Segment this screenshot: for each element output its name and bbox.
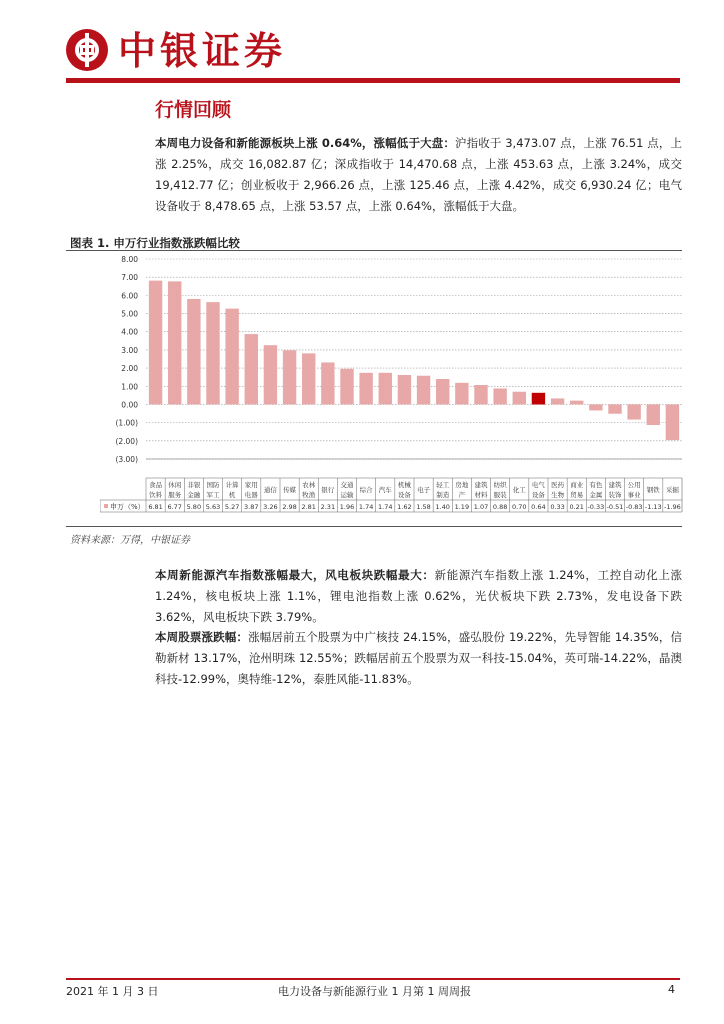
y-tick-label: 8.00 <box>121 255 138 264</box>
x-tick-label: 医药 <box>551 481 565 489</box>
figure-rule-bottom <box>66 526 682 527</box>
figure-title: 图表 1. 申万行业指数涨跌幅比较 <box>70 236 240 250</box>
page-header <box>0 0 724 84</box>
x-tick-label: 制造 <box>436 491 450 499</box>
footer-title: 电力设备与新能源行业 1 月第 1 周周报 <box>278 985 471 998</box>
x-tick-label: 服务 <box>168 491 182 499</box>
chart-svg <box>100 250 690 520</box>
page-number: 4 <box>668 983 675 996</box>
x-tick-label: 运输 <box>340 491 354 499</box>
x-tick-label: 汽车 <box>378 486 392 494</box>
bar <box>340 369 353 405</box>
data-label: 3.87 <box>244 503 259 511</box>
data-label: 1.19 <box>454 503 470 511</box>
data-label: 5.80 <box>186 503 202 511</box>
y-tick-label: 6.00 <box>121 291 138 301</box>
data-label: 0.33 <box>550 503 565 511</box>
footer-rule <box>66 978 680 980</box>
data-label: 5.63 <box>205 503 221 511</box>
data-label: 6.81 <box>148 503 163 511</box>
x-tick-label: 轻工 <box>436 481 450 489</box>
bar <box>417 376 430 405</box>
header-rule <box>66 78 680 83</box>
data-label: 2.81 <box>301 503 316 511</box>
data-label: 0.88 <box>492 503 508 511</box>
x-tick-label: 通信 <box>263 486 277 494</box>
x-tick-label: 食品 <box>149 481 163 489</box>
x-tick-label: 交通 <box>340 481 354 489</box>
bar <box>245 334 258 404</box>
bar <box>321 362 334 404</box>
bar <box>359 373 372 405</box>
x-tick-label: 采掘 <box>665 486 679 494</box>
paragraph-body: 沪指收于 3,473.07 点，上涨 76.51 点，上涨 2.25%，成交 16,082.87 亿；深成指收于 14,470.68 点，上涨 453.63 点，上涨 3.24%，成交 19,412.77 亿；创业板收于 2,966.26 点，上涨 125.46 点，上涨 4.42%，成交 6,930.24 亿；电气设备收于 8,478.65 点，上涨 53.57 点，上涨 0.64%，涨幅低于大盘。 <box>155 136 682 213</box>
x-tick-label: 军工 <box>206 491 220 499</box>
x-tick-label: 机械 <box>397 481 411 489</box>
x-tick-label: 金融 <box>187 491 201 499</box>
data-label: 1.74 <box>378 503 393 511</box>
bar <box>474 385 487 404</box>
data-label: -0.33 <box>587 503 605 511</box>
x-tick-label: 家用 <box>244 481 258 489</box>
market-review-paragraph <box>155 133 682 217</box>
brand-name: 中银证券 <box>118 28 287 73</box>
y-tick-label: 0.00 <box>121 400 138 410</box>
x-tick-label: 商业 <box>570 481 584 489</box>
x-tick-label: 国防 <box>206 481 220 489</box>
data-label: 0.21 <box>569 503 584 511</box>
industry-change-chart <box>100 250 690 520</box>
footer-date: 2021 年 1 月 3 日 <box>66 985 159 998</box>
x-tick-label: 贸易 <box>570 491 584 499</box>
data-label: 1.96 <box>339 503 355 511</box>
x-tick-label: 装饰 <box>608 491 622 499</box>
x-tick-label: 建筑 <box>474 481 488 489</box>
x-tick-label: 产 <box>458 491 466 499</box>
y-tick-label: (2.00) <box>115 436 138 446</box>
bar <box>627 404 640 419</box>
x-tick-label: 设备 <box>397 491 411 499</box>
x-tick-label: 电子 <box>417 486 431 494</box>
data-label: -1.13 <box>644 503 662 511</box>
legend-label: 申万（%） <box>110 503 145 511</box>
stocks-paragraph <box>155 627 682 690</box>
x-tick-label: 电气 <box>531 481 545 489</box>
x-tick-label: 事业 <box>627 491 641 499</box>
bar <box>647 404 660 425</box>
section-title: 行情回顾 <box>155 99 232 121</box>
bar <box>187 299 200 404</box>
x-tick-label: 房地 <box>455 481 469 489</box>
x-tick-label: 非银 <box>187 481 201 489</box>
data-label: 6.77 <box>167 503 182 511</box>
y-tick-label: 7.00 <box>121 273 138 283</box>
bar <box>513 392 526 405</box>
x-tick-label: 传媒 <box>283 486 297 494</box>
bar <box>436 379 449 404</box>
x-tick-label: 化工 <box>512 486 526 494</box>
x-tick-label: 休闲 <box>168 481 182 489</box>
paragraph-body: 涨幅居前五个股票为中广核技 24.15%，盛弘股份 19.22%，先导智能 14.35%，信勒新材 13.17%，沧州明珠 12.55%；跌幅居前五个股票为双一科技-15.04%，英可瑞-14.22%，晶澳科技-12.99%，奥特维-12%，泰胜风能-11.83%。 <box>155 630 683 686</box>
bar <box>206 302 219 404</box>
paragraph-body: 新能源汽车指数上涨 1.24%，工控自动化上涨 1.24%，核电板块上涨 1.1%，锂电池指数上涨 0.62%，光伏板块下跌 2.73%，发电设备下跌 3.62%，风电板块下跌 3.79%。 <box>155 568 683 624</box>
y-tick-label: (3.00) <box>115 455 138 464</box>
bar <box>532 393 545 405</box>
x-tick-label: 有色 <box>589 481 603 489</box>
data-label: 1.74 <box>358 503 374 511</box>
data-label: 1.58 <box>416 503 431 511</box>
x-tick-label: 综合 <box>359 486 373 494</box>
bar <box>283 350 296 404</box>
data-label: -1.96 <box>664 503 681 511</box>
bar <box>149 281 162 405</box>
bar <box>455 383 468 405</box>
y-tick-label: 5.00 <box>121 309 138 319</box>
x-tick-label: 设备 <box>531 491 545 499</box>
x-tick-label: 银行 <box>321 486 335 494</box>
x-tick-label: 计算 <box>225 481 239 489</box>
bank-of-china-logo-icon <box>66 29 108 71</box>
x-tick-label: 饮料 <box>149 491 163 499</box>
x-tick-label: 服装 <box>493 491 507 499</box>
data-label: 1.62 <box>397 503 412 511</box>
bar <box>608 404 621 413</box>
bar <box>589 404 602 410</box>
legend-swatch <box>104 504 108 508</box>
paragraph-lead: 本周电力设备和新能源板块上涨 0.64%，涨幅低于大盘： <box>155 136 455 150</box>
data-label: 2.98 <box>282 503 297 511</box>
x-tick-label: 机 <box>228 491 236 499</box>
data-label: -0.51 <box>606 503 624 511</box>
bar <box>551 398 564 404</box>
data-label: 1.40 <box>435 503 450 511</box>
y-tick-label: 1.00 <box>121 382 138 392</box>
bar <box>168 281 181 404</box>
x-tick-label: 建筑 <box>608 481 622 489</box>
bar <box>379 373 392 405</box>
data-label: -0.83 <box>625 503 643 511</box>
x-tick-label: 牧渔 <box>302 491 316 499</box>
sector-paragraph <box>155 565 682 628</box>
y-tick-label: 3.00 <box>121 345 138 355</box>
x-tick-label: 材料 <box>474 491 488 499</box>
data-label: 3.26 <box>263 503 278 511</box>
data-label: 2.31 <box>320 503 336 511</box>
paragraph-lead: 本周新能源汽车指数涨幅最大，风电板块跌幅最大： <box>155 568 435 582</box>
data-label: 1.07 <box>473 503 489 511</box>
x-tick-label: 钢铁 <box>646 486 660 494</box>
y-tick-label: 4.00 <box>121 327 138 337</box>
x-tick-label: 金属 <box>589 491 603 499</box>
bar <box>493 388 506 404</box>
paragraph-lead: 本周股票涨跌幅： <box>155 630 249 644</box>
y-tick-label: (1.00) <box>115 418 138 428</box>
y-tick-label: 2.00 <box>121 364 138 374</box>
data-label: 0.64 <box>531 503 546 511</box>
x-tick-label: 电器 <box>244 491 258 499</box>
figure-source: 资料来源：万得，中银证券 <box>70 535 190 546</box>
x-tick-label: 公用 <box>627 481 641 489</box>
bar <box>264 345 277 404</box>
data-label: 0.70 <box>512 503 527 511</box>
bar <box>398 375 411 404</box>
bar <box>666 404 679 440</box>
x-tick-label: 农林 <box>302 481 316 489</box>
x-tick-label: 纺织 <box>493 481 507 489</box>
bar <box>225 309 238 405</box>
data-label: 5.27 <box>224 503 240 511</box>
x-tick-label: 生物 <box>551 491 565 499</box>
bar <box>302 353 315 404</box>
bar <box>570 401 583 405</box>
